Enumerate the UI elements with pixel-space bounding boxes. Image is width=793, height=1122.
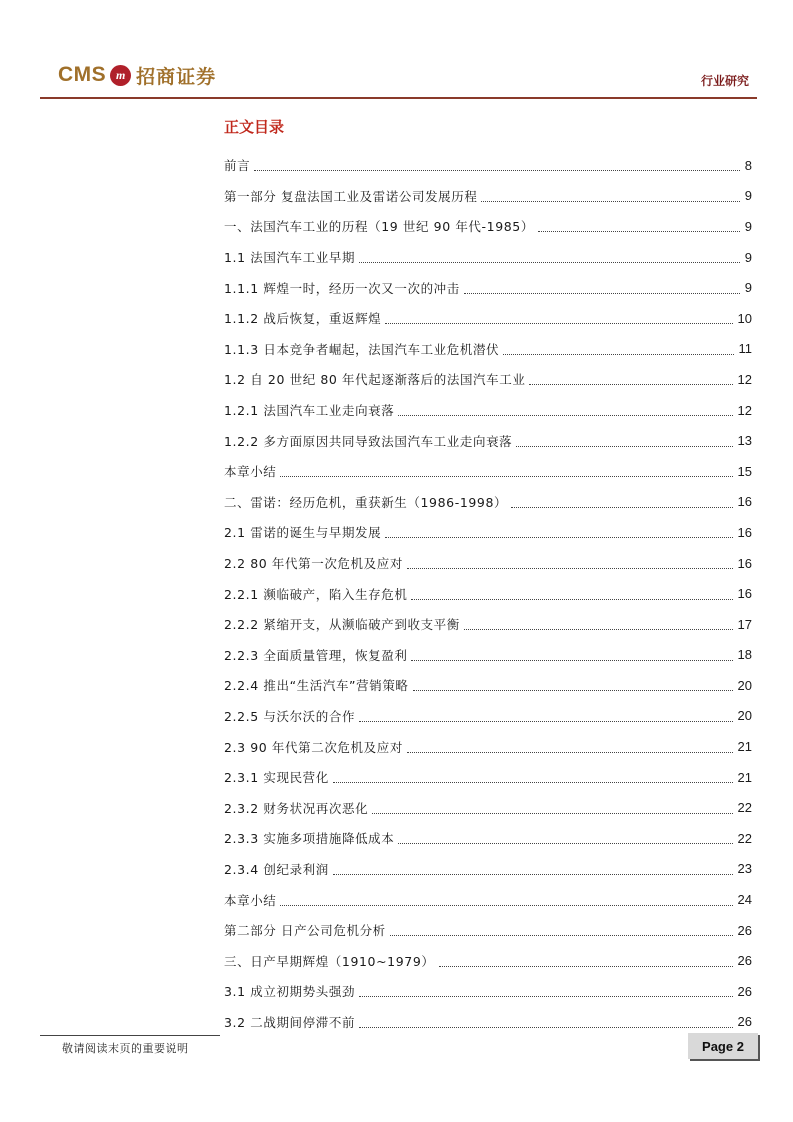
- toc-entry-page: 12: [737, 371, 752, 387]
- toc-entry-page: 13: [737, 433, 752, 449]
- toc-entry-page: 23: [737, 861, 752, 877]
- toc-entry-page: 24: [737, 892, 752, 908]
- toc-entry-page: 21: [737, 739, 752, 755]
- toc-entry-label: 前言: [224, 158, 251, 174]
- toc-dot-leader: [413, 679, 733, 691]
- toc-entry-page: 16: [737, 494, 752, 510]
- toc-entry[interactable]: [224, 915, 752, 946]
- toc-dot-leader: [464, 282, 740, 294]
- toc-entry-label: 2.2.4 推出“生活汽车”营销策略: [224, 678, 409, 694]
- toc-entry-label: 2.1 雷诺的诞生与早期发展: [224, 525, 382, 541]
- toc-entry[interactable]: [224, 272, 752, 303]
- toc-dot-leader: [464, 618, 733, 630]
- toc-entry-label: 二、雷诺：经历危机，重获新生（1986-1998）: [224, 494, 508, 510]
- toc-entry[interactable]: [224, 211, 752, 242]
- toc-entry[interactable]: [224, 1007, 752, 1038]
- toc-entry-label: 3.1 成立初期势头强劲: [224, 984, 356, 1000]
- toc-entry[interactable]: [224, 334, 752, 365]
- toc-entry-page: 15: [737, 463, 752, 479]
- toc-entry[interactable]: [224, 884, 752, 915]
- toc-entry[interactable]: [224, 303, 752, 334]
- toc-entry-label: 2.2.3 全面质量管理，恢复盈利: [224, 647, 408, 663]
- toc-dot-leader: [411, 588, 732, 600]
- report-category: 行业研究: [700, 74, 749, 88]
- toc-entry-label: 本章小结: [224, 464, 277, 480]
- toc-entry-label: 2.3.1 实现民营化: [224, 770, 329, 786]
- toc-dot-leader: [538, 220, 740, 232]
- toc-entry[interactable]: [224, 364, 752, 395]
- toc-entry-page: 11: [738, 341, 752, 357]
- page-header: [0, 0, 793, 100]
- toc-entry[interactable]: [224, 242, 752, 273]
- toc-entry-label: 2.3.4 创纪录利润: [224, 861, 329, 877]
- toc-entry[interactable]: [224, 762, 752, 793]
- toc-entry-label: 1.2.1 法国汽车工业走向衰落: [224, 403, 395, 419]
- toc-entry-label: 1.2 自 20 世纪 80 年代起逐渐落后的法国汽车工业: [224, 372, 526, 388]
- toc-entry[interactable]: [224, 181, 752, 212]
- toc-entry-page: 18: [737, 647, 752, 663]
- toc-dot-leader: [390, 924, 733, 936]
- toc-dot-leader: [333, 863, 733, 875]
- toc-dot-leader: [280, 465, 732, 477]
- toc-entry-page: 16: [737, 524, 752, 540]
- toc-dot-leader: [511, 496, 732, 508]
- toc-entry[interactable]: [224, 609, 752, 640]
- toc-entry[interactable]: [224, 578, 752, 609]
- toc-dot-leader: [333, 771, 733, 783]
- toc-entry[interactable]: [224, 548, 752, 579]
- toc-entry-label: 2.2.1 濒临破产，陷入生存危机: [224, 586, 408, 602]
- toc-entry-label: 1.1.1 辉煌一时，经历一次又一次的冲击: [224, 280, 460, 296]
- table-of-contents: [224, 150, 752, 1037]
- toc-entry[interactable]: [224, 425, 752, 456]
- toc-dot-leader: [398, 404, 732, 416]
- toc-entry-page: 16: [737, 555, 752, 571]
- toc-entry-page: 26: [737, 922, 752, 938]
- toc-entry-label: 本章小结: [224, 892, 277, 908]
- toc-entry-label: 1.1.2 战后恢复，重返辉煌: [224, 311, 382, 327]
- toc-entry[interactable]: [224, 945, 752, 976]
- toc-entry-page: 9: [744, 280, 752, 296]
- toc-entry-label: 第二部分 日产公司危机分析: [224, 923, 386, 939]
- toc-entry-page: 26: [737, 953, 752, 969]
- toc-dot-leader: [359, 710, 732, 722]
- toc-dot-leader: [359, 1016, 732, 1028]
- toc-dot-leader: [359, 985, 732, 997]
- logo-chinese-name: 招商证券: [136, 65, 217, 88]
- toc-dot-leader: [372, 802, 732, 814]
- toc-entry[interactable]: [224, 701, 752, 732]
- toc-dot-leader: [481, 190, 739, 202]
- toc-entry-page: 9: [744, 218, 752, 234]
- toc-entry-page: 10: [737, 310, 752, 326]
- toc-entry-label: 2.2 80 年代第一次危机及应对: [224, 556, 403, 572]
- toc-entry-label: 第一部分 复盘法国工业及雷诺公司发展历程: [224, 188, 478, 204]
- toc-entry[interactable]: [224, 456, 752, 487]
- logo-text: CMS: [58, 63, 107, 86]
- toc-title: 正文目录: [224, 118, 285, 136]
- toc-dot-leader: [407, 557, 733, 569]
- cms-logo: [58, 60, 216, 90]
- header-divider: [40, 97, 757, 99]
- toc-entry[interactable]: [224, 670, 752, 701]
- disclaimer-note: 敬请阅读末页的重要说明: [62, 1042, 189, 1055]
- toc-dot-leader: [385, 526, 732, 538]
- toc-entry[interactable]: [224, 150, 752, 181]
- page-number-badge: Page 2: [688, 1033, 758, 1059]
- toc-dot-leader: [411, 649, 732, 661]
- toc-dot-leader: [439, 955, 733, 967]
- toc-entry-label: 一、法国汽车工业的历程（19 世纪 90 年代-1985）: [224, 219, 534, 235]
- toc-entry-page: 12: [737, 402, 752, 418]
- toc-entry-page: 21: [737, 769, 752, 785]
- toc-entry-page: 17: [737, 616, 752, 632]
- toc-dot-leader: [254, 159, 740, 171]
- toc-dot-leader: [503, 343, 733, 355]
- toc-entry-label: 1.2.2 多方面原因共同导致法国汽车工业走向衰落: [224, 433, 513, 449]
- toc-dot-leader: [398, 832, 732, 844]
- toc-entry[interactable]: [224, 731, 752, 762]
- logo-emblem-icon: m: [110, 65, 131, 86]
- toc-dot-leader: [359, 251, 740, 263]
- toc-entry-page: 26: [737, 1014, 752, 1030]
- toc-entry-label: 2.2.2 紧缩开支，从濒临破产到收支平衡: [224, 617, 460, 633]
- toc-entry[interactable]: [224, 854, 752, 885]
- toc-entry-label: 三、日产早期辉煌（1910~1979）: [224, 953, 435, 969]
- toc-entry-page: 26: [737, 983, 752, 999]
- toc-entry-page: 8: [744, 157, 752, 173]
- toc-entry-label: 2.2.5 与沃尔沃的合作: [224, 708, 356, 724]
- toc-dot-leader: [385, 312, 732, 324]
- toc-dot-leader: [529, 373, 732, 385]
- toc-entry[interactable]: [224, 517, 752, 548]
- toc-entry[interactable]: [224, 640, 752, 671]
- toc-entry-label: 1.1.3 日本竞争者崛起，法国汽车工业危机潜伏: [224, 341, 500, 357]
- toc-dot-leader: [280, 894, 732, 906]
- toc-entry-label: 2.3 90 年代第二次危机及应对: [224, 739, 403, 755]
- toc-entry-page: 22: [737, 800, 752, 816]
- toc-entry-page: 9: [744, 249, 752, 265]
- toc-entry-label: 3.2 二战期间停滞不前: [224, 1014, 356, 1030]
- toc-entry[interactable]: [224, 487, 752, 518]
- toc-dot-leader: [516, 435, 732, 447]
- toc-entry[interactable]: [224, 395, 752, 426]
- toc-entry-page: 22: [737, 830, 752, 846]
- toc-entry-page: 9: [744, 188, 752, 204]
- toc-entry[interactable]: [224, 976, 752, 1007]
- toc-entry-label: 2.3.3 实施多项措施降低成本: [224, 831, 395, 847]
- toc-entry-label: 2.3.2 财务状况再次恶化: [224, 800, 369, 816]
- footer-divider: [40, 1035, 220, 1036]
- toc-entry[interactable]: [224, 823, 752, 854]
- toc-entry-page: 20: [737, 677, 752, 693]
- toc-entry[interactable]: [224, 792, 752, 823]
- toc-entry-page: 16: [737, 586, 752, 602]
- toc-entry-page: 20: [737, 708, 752, 724]
- toc-entry-label: 1.1 法国汽车工业早期: [224, 250, 356, 266]
- toc-dot-leader: [407, 741, 733, 753]
